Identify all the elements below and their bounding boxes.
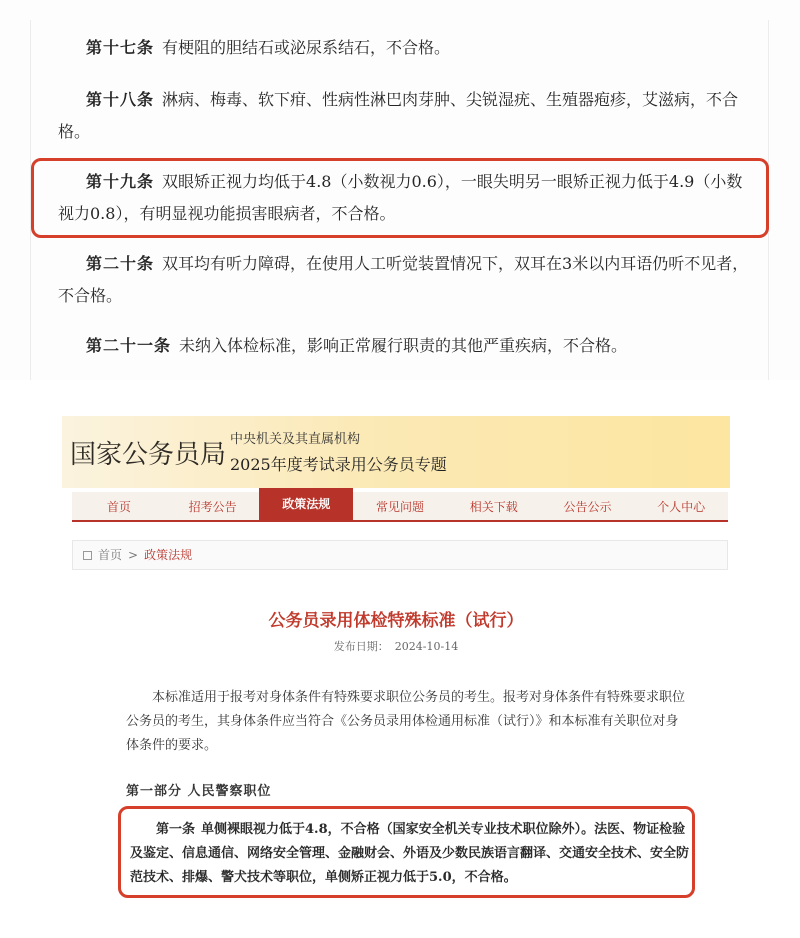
article-21 — [58, 330, 758, 362]
article-number: 第一条 — [156, 822, 196, 837]
nav-item-policies[interactable]: 政策法规 — [259, 488, 353, 520]
site-logo[interactable]: 国家公务员局 — [70, 440, 227, 470]
breadcrumb-current[interactable]: 政策法规 — [144, 548, 193, 562]
nav-item-announcements[interactable]: 招考公告 — [188, 500, 237, 514]
article-text: 有梗阻的胆结石或泌尿系结石，不合格。 — [162, 38, 451, 57]
article-text: 双耳均有听力障碍，在使用人工听觉装置情况下，双耳在3米以内耳语仍听不见者，不合格。 — [58, 254, 749, 305]
nav-item-home[interactable]: 首页 — [106, 500, 131, 514]
intro-paragraph: 本标准适用于报考对身体条件有特殊要求职位公务员的考生。报考对身体条件有特殊要求职位公务员的考生，其身体条件应当符合《公务员录用体检通用标准（试行）》和本标准有关职位对身体条件的要求。 — [126, 690, 686, 753]
article-number: 第二十一条 — [86, 336, 172, 355]
site-banner — [62, 416, 730, 488]
nav-item-personal-center[interactable]: 个人中心 — [657, 500, 706, 514]
article-number: 第十八条 — [86, 90, 155, 109]
breadcrumb — [72, 540, 728, 570]
article-text: 双眼矫正视力均低于4.8（小数视力0.6），一眼失明另一眼矫正视力低于4.9（小数视力0.8），有明显视功能损害眼病者，不合格。 — [58, 172, 743, 223]
breadcrumb-home-link[interactable]: 首页 — [98, 548, 123, 562]
article-number: 第十九条 — [86, 172, 155, 191]
highlight-box-article-19 — [31, 158, 769, 238]
publish-date — [62, 638, 730, 654]
home-icon — [83, 551, 92, 560]
nav-item-notices[interactable]: 公告公示 — [563, 500, 612, 514]
publish-date-value: 2024-10-14 — [394, 640, 459, 653]
nav-item-faq[interactable]: 常见问题 — [376, 500, 425, 514]
article-text: 单侧裸眼视力低于4.8，不合格（国家安全机关专业技术职位除外）。法医、物证检验及鉴定、信息通信、网络安全管理、金融财会、外语及少数民族语言翻译、交通安全技术、安全防范技术、排爆、警犬技术等职位，单侧矫正视力低于5.0，不合格。 — [130, 822, 690, 885]
site-subtitle-line2: 2025年度考试录用公务员专题 — [230, 455, 447, 474]
article-18 — [58, 84, 758, 148]
part-heading: 第一部分 人民警察职位 — [126, 784, 272, 799]
article-text: 淋病、梅毒、软下疳、性病性淋巴肉芽肿、尖锐湿疣、生殖器疱疹，艾滋病，不合格。 — [58, 90, 739, 141]
site-subtitle-line1: 中央机关及其直属机构 — [230, 432, 361, 447]
nav-item-downloads[interactable]: 相关下载 — [469, 500, 518, 514]
document-title: 公务员录用体检特殊标准（试行） — [268, 611, 524, 631]
article-text: 未纳入体检标准，影响正常履行职责的其他严重疾病，不合格。 — [179, 336, 628, 355]
article-number: 第十七条 — [86, 38, 155, 57]
main-nav — [72, 492, 728, 522]
highlight-box-article-1 — [118, 806, 695, 898]
breadcrumb-separator: > — [128, 548, 139, 562]
document-intro — [126, 686, 686, 758]
article-20 — [58, 248, 758, 312]
article-number: 第二十条 — [86, 254, 155, 273]
article-17 — [58, 32, 758, 64]
publish-date-label: 发布日期： — [333, 640, 389, 653]
